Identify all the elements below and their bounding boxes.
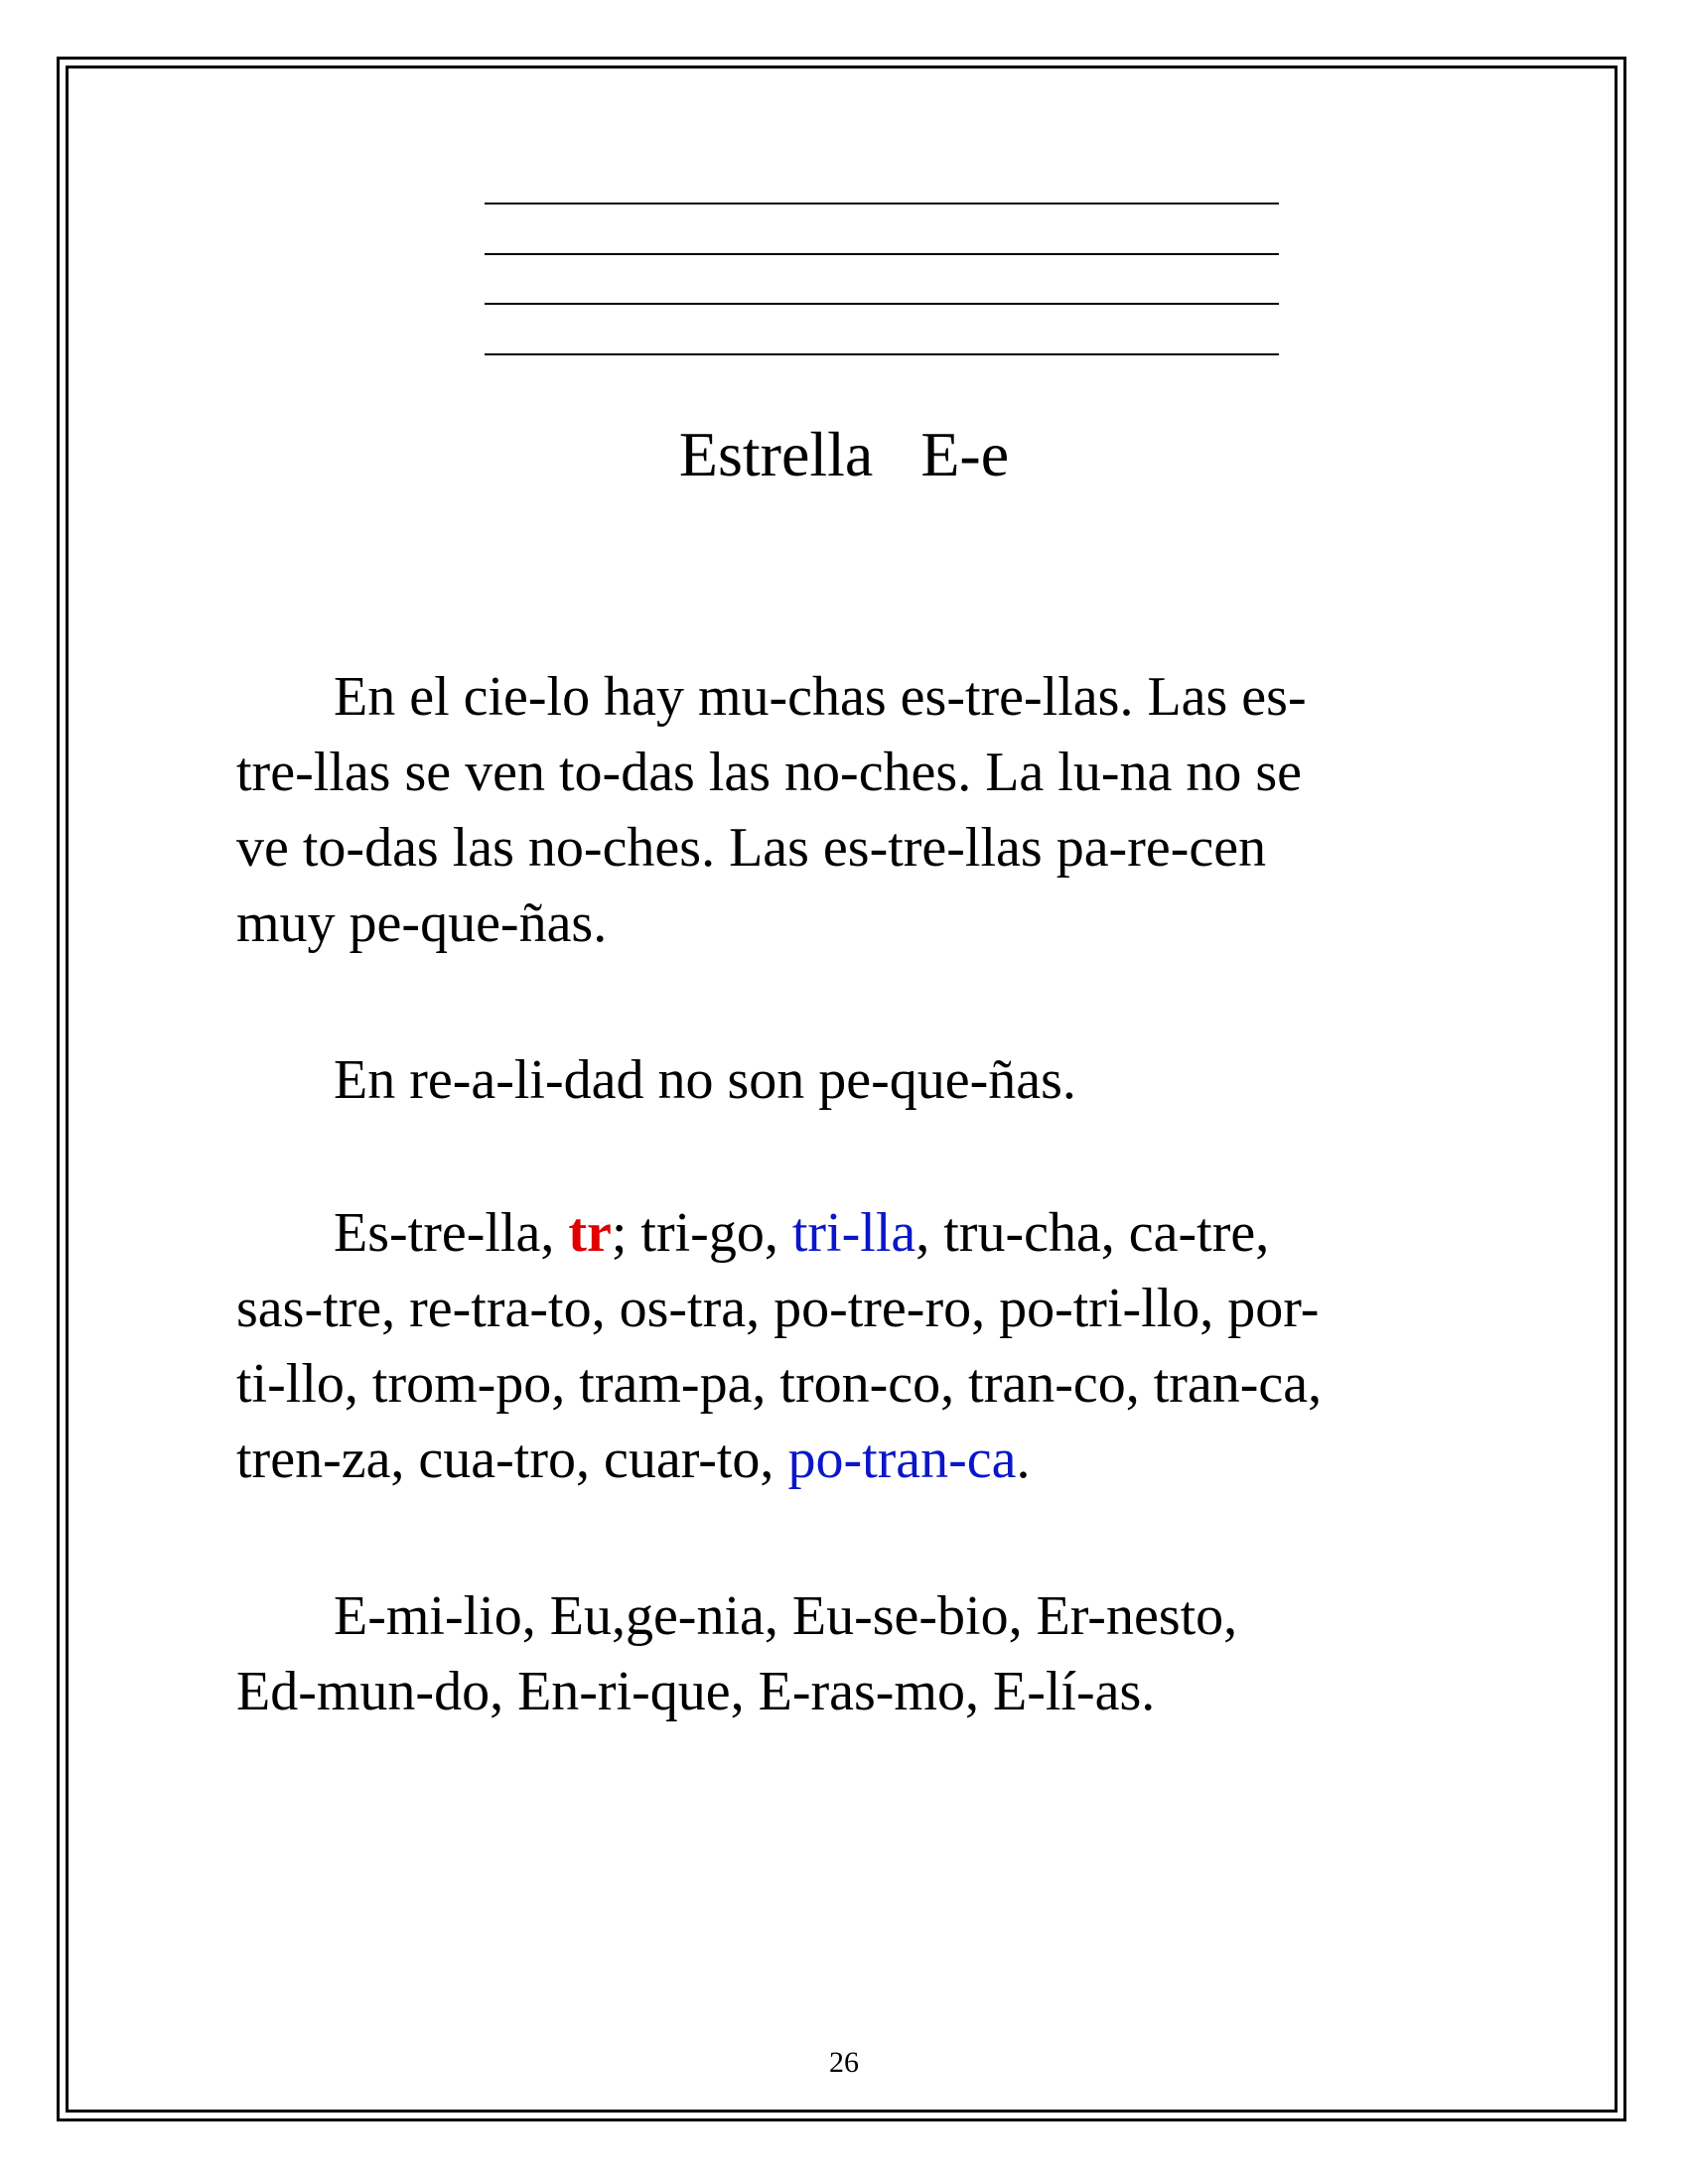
paragraph-tr-words xyxy=(236,1195,1527,1497)
paragraph-line: ti-llo, trom-po, tram-pa, tron-co, tran-co, tran-ca, xyxy=(236,1353,1323,1415)
paragraph-reality xyxy=(236,1042,1527,1118)
word-text: ; tri-go, xyxy=(611,1202,792,1264)
syllable-highlight-tr: tr xyxy=(568,1202,612,1264)
paragraph-line xyxy=(236,1195,1527,1271)
paragraph-line: Ed-mun-do, En-ri-que, E-ras-mo, E-lí-as. xyxy=(236,1661,1156,1722)
writing-line-3 xyxy=(485,303,1279,305)
word-text: Es-tre-lla, xyxy=(334,1202,569,1264)
paragraph-line xyxy=(236,1422,1527,1497)
paragraph-line: tre-llas se ven to-das las no-ches. La lu-na no se xyxy=(236,742,1302,803)
word-text: , tru-cha, ca-tre, xyxy=(915,1202,1270,1264)
page-number: 26 xyxy=(829,2046,859,2079)
word-text: . xyxy=(1016,1429,1031,1490)
lesson-title xyxy=(0,415,1688,494)
paragraph-names xyxy=(236,1578,1527,1729)
paragraph-line: En re-a-li-dad no son pe-que-ñas. xyxy=(334,1049,1076,1111)
title-word: Estrella xyxy=(678,419,874,489)
word-highlight-potranca: po-tran-ca xyxy=(787,1429,1017,1490)
writing-line-4 xyxy=(485,353,1279,355)
paragraph-line: E-mi-lio, Eu,ge-nia, Eu-se-bio, Er-nesto, xyxy=(334,1585,1238,1647)
paragraph-line: muy pe-que-ñas. xyxy=(236,892,608,954)
paragraph-line: ve to-das las no-ches. Las es-tre-llas pa-re-cen xyxy=(236,817,1267,879)
paragraph-stars xyxy=(236,659,1527,961)
word-text: tren-za, cua-tro, cuar-to, xyxy=(236,1429,788,1490)
writing-line-1 xyxy=(485,203,1279,205)
word-highlight-trilla: tri-lla xyxy=(791,1202,916,1264)
writing-line-2 xyxy=(485,253,1279,255)
paragraph-line: sas-tre, re-tra-to, os-tra, po-tre-ro, po-tri-llo, por- xyxy=(236,1278,1320,1339)
title-letters: E-e xyxy=(920,419,1010,489)
paragraph-line: En el cie-lo hay mu-chas es-tre-llas. Las es- xyxy=(334,666,1307,728)
